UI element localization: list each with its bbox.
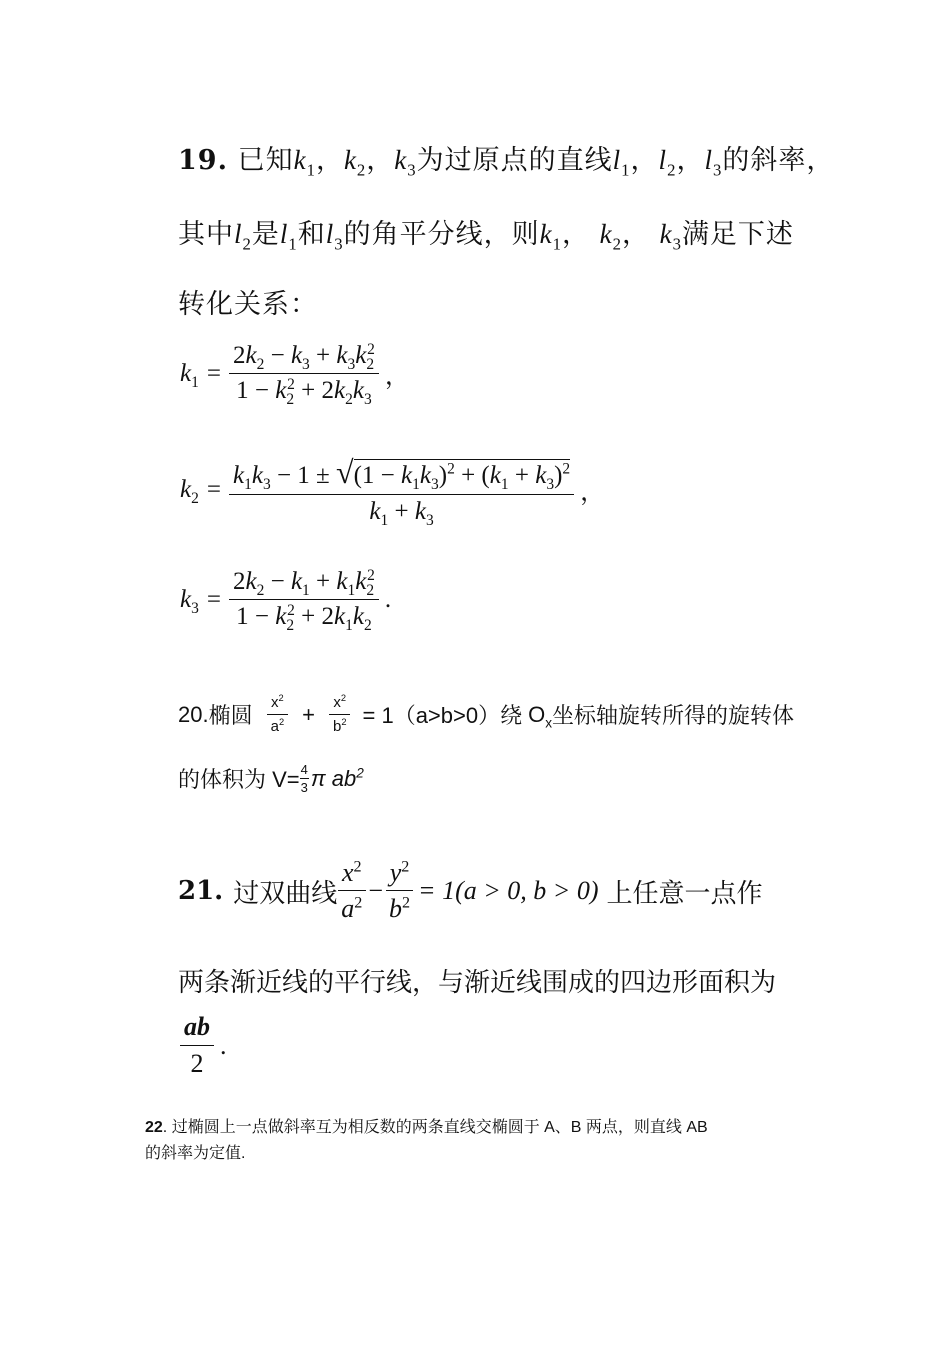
p20-text: 的体积为 V= xyxy=(178,767,300,792)
p19-text: 其中 xyxy=(178,219,234,250)
k2-lhs: k xyxy=(180,476,192,503)
p20-tail-sup: 2 xyxy=(356,765,364,781)
p22-line1 xyxy=(145,1114,708,1137)
p19-text: 为过原点的直线 xyxy=(416,145,613,176)
formula-k2: $k_2$ = $\frac{k_1k_3 - 1 \pm √(1 - k_1k_3)^2 + (k_1 + k_3)^2}{k_1 + k_3}$ ， xyxy=(180,454,606,529)
k2-lhs-sub: 2 xyxy=(191,490,199,507)
p22-line2: 的斜率为定值. xyxy=(145,1145,246,1162)
k3-lhs-sub: 3 xyxy=(191,599,199,617)
sep: ， xyxy=(315,145,344,176)
p19-text: 是 xyxy=(251,219,280,250)
p20-plus: + xyxy=(302,701,315,727)
p19-line2: 其中$l_2$是$l_1$和$l_3$的角平分线，则$k_1$， $k_2$， $k_3$满足下述 xyxy=(178,219,794,254)
p22-text: . 过椭圆上一点做斜率互为相反数的两条直线交椭圆于 A、B 两点，则直线 AB xyxy=(162,1119,708,1136)
p19-text: 的角平分线，则 xyxy=(343,219,540,250)
k1-comma: ， xyxy=(384,362,410,390)
p21-condition: = 1(a > 0, b > 0) xyxy=(418,876,599,905)
sep: ， xyxy=(630,145,659,176)
p22-number: 22 xyxy=(145,1119,163,1136)
p20-frac-num: 4 xyxy=(300,762,308,777)
p20-equation: = 1（a>b>0）绕 xyxy=(362,703,523,728)
p21-line2: 两条渐近线的平行线，与渐近线围成的四边形面积为 xyxy=(178,968,777,998)
p21-area xyxy=(180,1012,227,1079)
p20-text: 椭圆 xyxy=(208,703,253,728)
p19-text: 已知 xyxy=(237,145,294,176)
p19-text: 和 xyxy=(297,219,326,250)
p21-frac-num: ab xyxy=(180,1012,214,1046)
p19-text: 满足下述 xyxy=(681,219,794,250)
sep: ， xyxy=(366,145,395,176)
formula-k1: $k_1$ = $\frac{2k_2 - k_3 + k_3k_2^2}{1 - k_2^2 + 2k_2k_3}$ ， xyxy=(180,340,410,408)
k3-period: . xyxy=(384,585,392,613)
p20-line1: 20. 椭圆 $\frac{x^2}{a^2}$ + $\frac{x^2}{b^2}$ = 1（a>b>0）绕 $O_x$ 坐标轴旋转所得的旋转体 xyxy=(178,693,795,735)
p20-text: 坐标轴旋转所得的旋转体 xyxy=(552,703,795,728)
k3-lhs: k xyxy=(180,585,192,613)
p20-tail: π ab xyxy=(310,765,357,791)
k2-comma: ， xyxy=(580,479,606,506)
formula-k3: $k_3$ = $\frac{2k_2 - k_1 + k_1k_2^2}{1 - k_2^2 + 2k_1k_2}$ . xyxy=(180,566,392,634)
p20-axis: O xyxy=(528,701,546,727)
p20-line2 xyxy=(178,762,364,795)
k1-lhs: k xyxy=(180,359,192,387)
p21-text: 过双曲线 xyxy=(233,878,338,909)
p21-line1: 21. 过双曲线 $\frac{x^2}{a^2}$ − $\frac{y^2}{b^2}$ = 1(a > 0, b > 0) 上任意一点作 xyxy=(178,858,763,923)
p21-period: . xyxy=(220,1030,227,1060)
sep: ， xyxy=(562,219,591,250)
p20-number: 20. xyxy=(178,701,209,727)
p21-number: 21. xyxy=(178,876,224,906)
p19-number: 19. xyxy=(178,145,228,176)
p20-axis-sub: x xyxy=(545,714,553,730)
sep: ， xyxy=(676,145,705,176)
p20-frac-den: 3 xyxy=(300,780,308,795)
p21-text: 上任意一点作 xyxy=(606,878,763,909)
p19-line1: 19. 已知$k_1$，$k_2$，$k_3$为过原点的直线$l_1$，$l_2$，$l_3$的斜率， xyxy=(178,145,835,180)
p21-frac-den: 2 xyxy=(190,1049,204,1078)
k1-lhs-sub: 1 xyxy=(191,373,199,391)
p19-text: 的斜率， xyxy=(722,145,835,176)
sep: ， xyxy=(621,219,650,250)
p19-line3: 转化关系： xyxy=(178,289,318,320)
